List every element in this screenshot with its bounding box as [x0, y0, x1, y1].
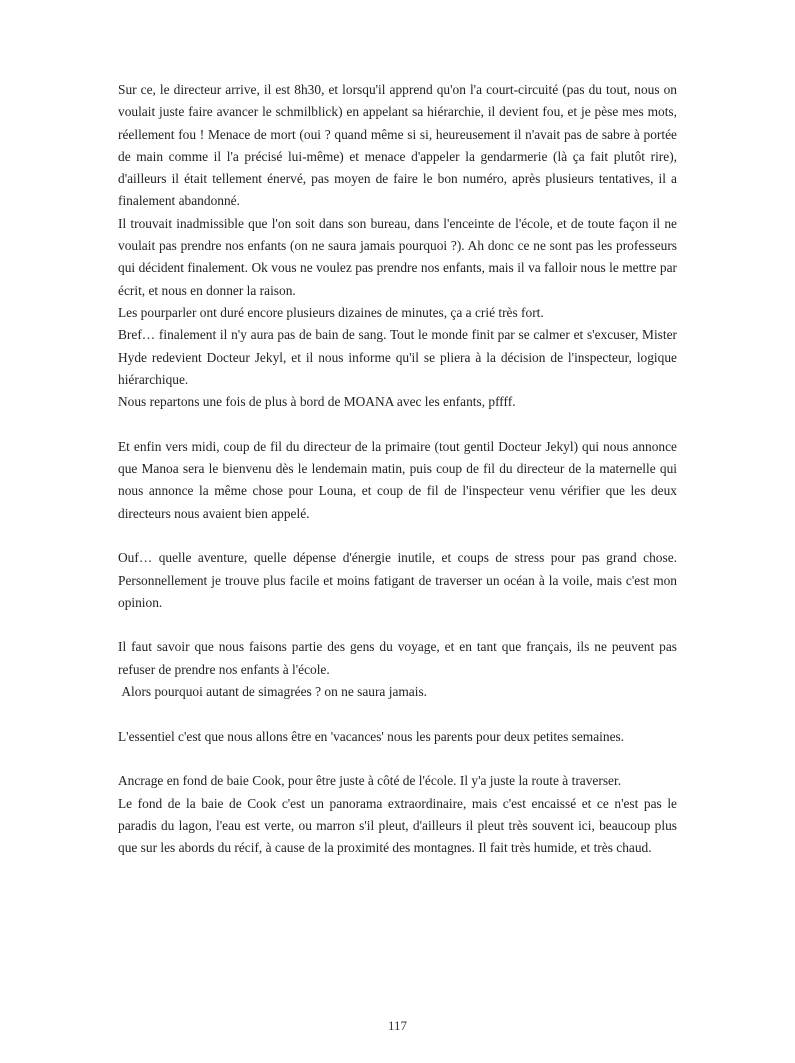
- paragraph-spacer: [118, 413, 677, 435]
- paragraph-vacances: L'essentiel c'est que nous allons être en 'vacances' nous les parents pour deux petites semaines.: [118, 728, 625, 744]
- paragraph-baie-de-cook: Le fond de la baie de Cook c'est un panorama extraordinaire, mais c'est encaissé et ce n'est pas le paradis du lagon, l'eau est verte, ou marron s'il pleut, d'ailleurs il pleut très souvent ici, beaucoup plus que sur les abords du récif, à cause de la proximité des montagnes. Il fait très humide, et très chaud.: [118, 795, 677, 856]
- page-body: [118, 79, 677, 859]
- paragraph-ancrage: Ancrage en fond de baie Cook, pour être juste à côté de l'école. Il y'a juste la route à traverser.: [118, 773, 622, 789]
- paragraph-vers-midi: Et enfin vers midi, coup de fil du directeur de la primaire (tout gentil Docteur Jekyl) qui nous annonce que Manoa sera le bienvenu dès le lendemain matin, puis coup de fil du directeur de la maternelle qui nous annonce la même chose pour Louna, et coup de fil de l'inspecteur venu vérifier que les deux directeurs nous avaient bien appelé.: [118, 438, 677, 521]
- paragraph-repartons: Nous repartons une fois de plus à bord de MOANA avec les enfants, pffff.: [118, 394, 516, 410]
- page-number: 117: [387, 1018, 408, 1033]
- paragraph-bref: Bref… finalement il n'y aura pas de bain de sang. Tout le monde finit par se calmer et s'excuser, Mister Hyde redevient Docteur Jekyl, et il nous informe qu'il se pliera à la décision de l'inspecteur, logique hiérarchique.: [118, 327, 677, 387]
- paragraph-simagrees: Alors pourquoi autant de simagrées ? on ne saura jamais.: [118, 684, 428, 700]
- paragraph-gens-du-voyage: Il faut savoir que nous faisons partie des gens du voyage, et en tant que français, ils ne peuvent pas refuser de prendre nos enfants à l'école.: [118, 639, 677, 677]
- paragraph-director-arrives: Sur ce, le directeur arrive, il est 8h30, et lorsqu'il apprend qu'on l'a court-circuité (pas du tout, nous on voulait juste faire avancer le schmilblick) en appelant sa hiérarchie, il devient fou, et je pèse mes mots, réellement fou ! Menace de mort (oui ? quand même si si, heureusement il n'avait pas de sabre à portée de main comme il l'a précisé lui-même) et menace d'appeler la gendarmerie (là ça fait plutôt rire), d'ailleurs il était tellement énervé, pas moyen de faire le bon numéro, après plusieurs tentatives, il a finalement abandonné.: [118, 82, 677, 209]
- paragraph-inadmissible: Il trouvait inadmissible que l'on soit dans son bureau, dans l'enceinte de l'école, et de toute façon il ne voulait pas prendre nos enfants (on ne saura jamais pourquoi ?). Ah donc ce ne sont pas les professeurs qui décident finalement. Ok vous ne voulez pas prendre nos enfants, mais il va falloir nous le mettre par écrit, et nous en donner la raison.: [118, 215, 677, 298]
- paragraph-spacer: [118, 748, 677, 770]
- paragraph-spacer: [118, 703, 677, 725]
- paragraph-spacer: [118, 614, 677, 636]
- paragraph-spacer: [118, 525, 677, 547]
- paragraph-pourparler: Les pourparler ont duré encore plusieurs dizaines de minutes, ça a crié très fort.: [118, 304, 544, 320]
- paragraph-ouf: Ouf… quelle aventure, quelle dépense d'énergie inutile, et coups de stress pour pas grand chose. Personnellement je trouve plus facile et moins fatigant de traverser un océan à la voile, mais c'est mon opinion.: [118, 550, 677, 610]
